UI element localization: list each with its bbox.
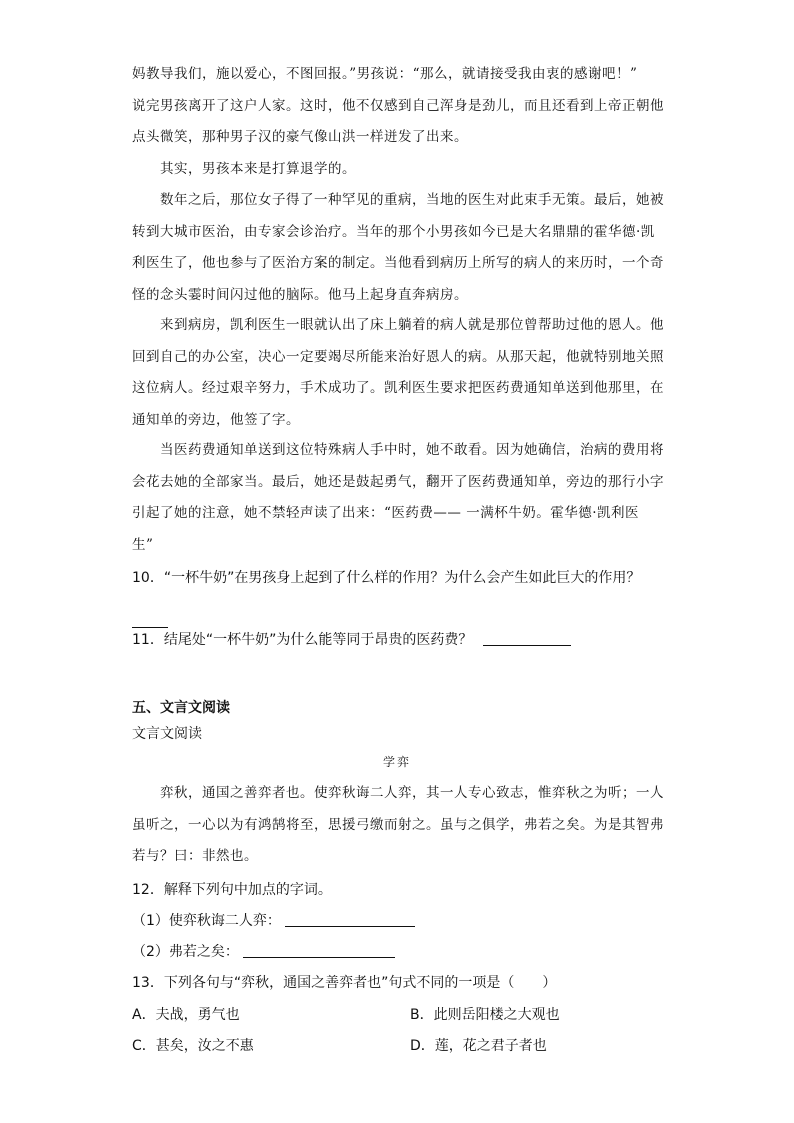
option-c[interactable]: C．甚矣，汝之不惠 xyxy=(132,1038,254,1054)
question-12: 12．解释下列句中加点的字词。 xyxy=(132,882,332,898)
text-line: 生” xyxy=(132,536,154,553)
section-subheading: 文言文阅读 xyxy=(132,726,202,742)
text-line: 说完男孩离开了这户人家。这时，他不仅感到自己浑身是劲儿，而且还看到上帝正朝他 xyxy=(132,97,664,114)
answer-blank-12-2[interactable] xyxy=(243,943,395,958)
question-13: 13．下列各句与“弈秋，通国之善弈者也”句式不同的一项是（ ） xyxy=(132,975,557,991)
text-line: 其实，男孩本来是打算退学的。 xyxy=(160,161,356,177)
classical-text-title: 学弈 xyxy=(382,755,411,769)
question-12-2-text: （2）弗若之矣： xyxy=(132,944,239,960)
text-line: 这位病人。经过艰辛努力，手术成功了。凯利医生要求把医药费通知单送到他那里，在 xyxy=(132,380,664,396)
passage-paragraph-5 xyxy=(132,435,662,561)
text-line: 转到大城市医治，由专家会诊治疗。当年的那个小男孩如今已是大名鼎鼎的霍华德·凯 xyxy=(132,223,655,240)
section-heading: 五、文言文阅读 xyxy=(132,700,230,716)
passage-paragraph-2 xyxy=(160,154,690,186)
text-line: 当医药费通知单送到这位特殊病人手中时，她不敢看。因为她确信，治病的费用将 xyxy=(160,442,664,458)
question-11-text: 11．结尾处“一杯牛奶”为什么能等同于昂贵的医药费？ xyxy=(132,632,473,648)
option-b[interactable]: B．此则岳阳楼之大观也 xyxy=(410,1007,560,1023)
option-a[interactable]: A．夫战，勇气也 xyxy=(132,1007,240,1023)
text-line: 会花去她的全部家当。最后，她还是鼓起勇气，翻开了医药费通知单，旁边的那行小字 xyxy=(132,473,664,490)
answer-blank-q10[interactable] xyxy=(132,611,168,630)
text-line: 通知单的旁边，他签了字。 xyxy=(132,411,300,428)
text-line: 引起了她的注意，她不禁轻声读了出来：“医药费—— 一满杯牛奶。霍华德·凯利医 xyxy=(132,505,639,521)
question-12-1 xyxy=(132,910,415,930)
text-line: 点头微笑，那种男子汉的豪气像山洪一样迸发了出来。 xyxy=(132,129,468,145)
passage-paragraph-4 xyxy=(132,310,662,436)
answer-blank-12-1[interactable] xyxy=(285,912,415,927)
classical-text xyxy=(132,778,662,873)
text-line: 妈教导我们，施以爱心，不图回报。”男孩说：“那么，就请接受我由衷的感谢吧！” xyxy=(132,66,638,82)
text-line: 回到自己的办公室，决心一定要竭尽所能来治好恩人的病。从那天起，他就特别地关照 xyxy=(132,348,664,365)
option-d[interactable]: D．莲，花之君子者也 xyxy=(410,1038,547,1054)
text-line: 虽听之，一心以为有鸿鹄将至，思援弓缴而射之。虽与之俱学，弗若之矣。为是其智弗 xyxy=(132,816,664,833)
text-line: 弈秋，通国之善弈者也。使弈秋诲二人弈，其一人专心致志，惟弈秋之为听；一人 xyxy=(160,785,664,801)
text-line: 数年之后，那位女子得了一种罕见的重病，当地的医生对此束手无策。最后，她被 xyxy=(160,192,664,208)
text-line: 利医生了，他也参与了医治方案的制定。当他看到病历上所写的病人的来历时，一个奇 xyxy=(132,255,664,271)
question-12-1-text: （1）使弈秋诲二人弈： xyxy=(132,913,281,929)
passage-paragraph-3 xyxy=(132,185,662,311)
question-11 xyxy=(132,629,571,649)
text-line: 来到病房，凯利医生一眼就认出了床上躺着的病人就是那位曾帮助过他的恩人。他 xyxy=(160,317,664,333)
question-10: 10．“一杯牛奶”在男孩身上起到了什么样的作用？为什么会产生如此巨大的作用？ xyxy=(132,570,641,586)
text-line: 若与？曰：非然也。 xyxy=(132,848,258,864)
answer-blank-q11[interactable] xyxy=(483,631,571,646)
text-line: 怪的念头霎时间闪过他的脑际。他马上起身直奔病房。 xyxy=(132,286,468,303)
question-12-2 xyxy=(132,941,395,961)
passage-paragraph-1 xyxy=(132,59,662,154)
